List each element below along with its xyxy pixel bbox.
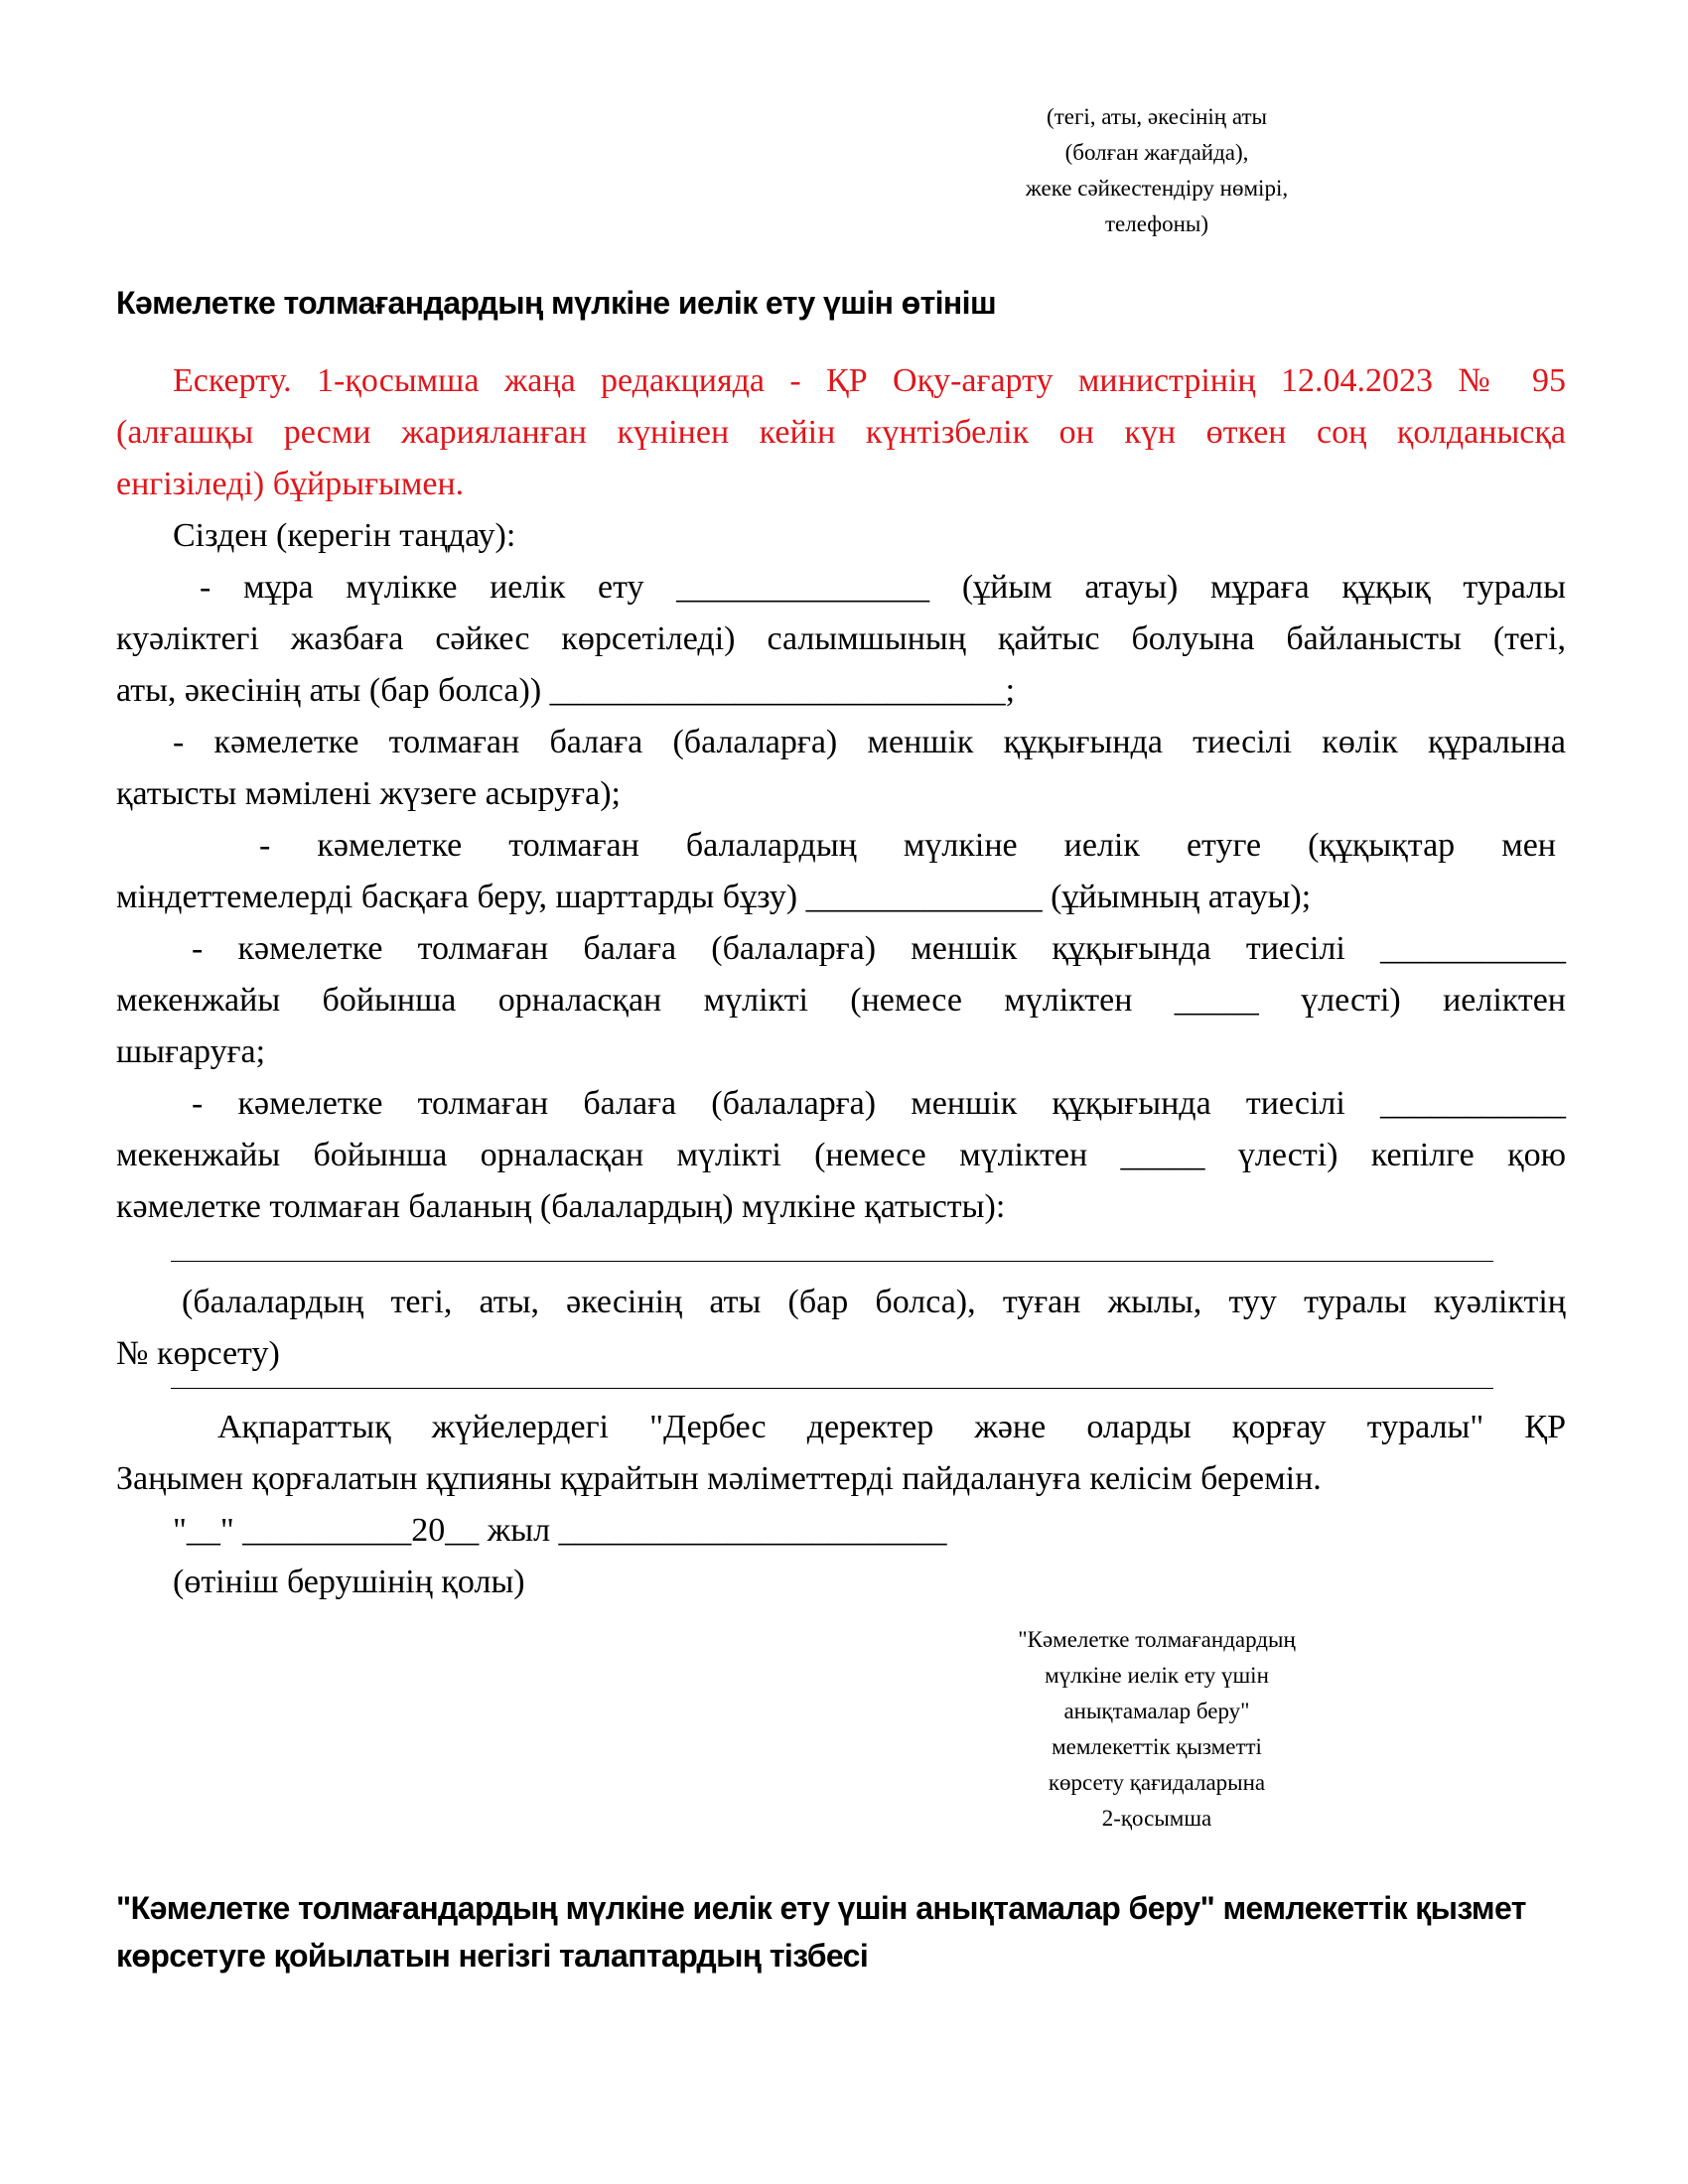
- applicant-info-line: (болған жағдайда),: [1064, 140, 1249, 165]
- item-line: аты, әкесінің аты (бар болса)) ___________________________;: [116, 672, 1016, 709]
- item-vehicle: [116, 717, 1566, 820]
- appendix-line: көрсету қағидаларына: [1048, 1770, 1266, 1795]
- consent-line: Ақпараттық жүйелердегі "Дербес деректер және оларды қорғау туралы" ҚР: [217, 1409, 1566, 1445]
- item-line: - кәмелетке толмаған балалардың мүлкіне иелік етуге (құқықтар мен: [259, 827, 1556, 864]
- item-line: шығаруға;: [116, 1033, 266, 1070]
- appendix-line: мүлкіне иелік ету үшін: [1045, 1663, 1269, 1688]
- signature-label: (өтініш берушінің қолы): [173, 1564, 525, 1600]
- list-title-line: көрсетуге қойылатын негізгі талаптардың тізбесі: [116, 1938, 869, 1974]
- item-line: кәмелетке толмаған баланың (балалардың) мүлкіне қатысты):: [116, 1188, 1006, 1225]
- item-line: - кәмелетке толмаған балаға (балаларға) меншік құқығында тиесілі ___________: [192, 1085, 1566, 1122]
- editorial-note: [116, 355, 1566, 510]
- note-line: Ескерту. 1-қосымша жаңа редакцияда - ҚР Оқу-ағарту министрінің 12.04.2023 № 95: [173, 362, 1566, 399]
- children-info-line: (балалардың тегі, аты, әкесінің аты (бар болса), туған жылы, туу туралы куәліктің: [182, 1284, 1566, 1320]
- applicant-info: [918, 99, 1395, 242]
- item-inheritance: [116, 562, 1566, 717]
- item-line: міндеттемелерді басқаға беру, шарттарды бұзу) ______________ (ұйымның атауы);: [116, 879, 1312, 915]
- consent-paragraph: [116, 1402, 1566, 1505]
- item-alienation: [116, 923, 1566, 1078]
- applicant-info-line: жеке сәйкестендіру нөмірі,: [1025, 176, 1289, 201]
- appendix-line: анықтамалар беру": [1063, 1699, 1250, 1723]
- item-line: қатысты мәмілені жүзеге асыруға);: [116, 775, 621, 812]
- fill-line: [171, 1388, 1493, 1389]
- appendix-line: 2-қосымша: [1101, 1806, 1212, 1831]
- item-line: куәліктегі жазбаға сәйкес көрсетіледі) салымшының қайтыс болуына байланысты (тегі,: [116, 620, 1566, 657]
- list-title-line: "Кәмелетке толмағандардың мүлкіне иелік ету үшін анықтамалар беру" мемлекеттік қызмет: [116, 1890, 1526, 1926]
- item-line: - мұра мүлікке иелік ету _______________ (ұйым атауы) мұраға құқық туралы: [200, 569, 1566, 606]
- requirements-list-title: [116, 1884, 1566, 1979]
- item-line: - кәмелетке толмаған балаға (балаларға) меншік құқығында тиесілі ___________: [192, 930, 1566, 967]
- appendix-reference: [909, 1622, 1405, 1837]
- item-pledge: [116, 1078, 1566, 1233]
- note-line: енгізіледі) бұйрығымен.: [116, 466, 465, 502]
- date-signature-line: "__" __________20__ жыл _______________________: [173, 1512, 947, 1549]
- applicant-info-line: телефоны): [1104, 211, 1209, 236]
- applicant-info-line: (тегі, аты, әкесінің аты: [1047, 104, 1267, 129]
- children-info: [116, 1277, 1566, 1380]
- request-intro: Сізден (керегін таңдау):: [173, 517, 516, 554]
- children-info-line: № көрсету): [116, 1335, 280, 1372]
- fill-line: [171, 1261, 1493, 1262]
- consent-line: Заңымен қорғалатын құпияны құрайтын мәліметтерді пайдалануға келісім беремін.: [116, 1460, 1322, 1497]
- appendix-line: мемлекеттік қызметті: [1052, 1734, 1262, 1759]
- item-line: мекенжайы бойынша орналасқан мүлікті (немесе мүліктен _____ үлесті) кепілге қою: [116, 1137, 1566, 1173]
- application-title: Кәмелетке толмағандардың мүлкіне иелік ету үшін өтініш: [116, 285, 997, 321]
- item-line: мекенжайы бойынша орналасқан мүлікті (немесе мүліктен _____ үлесті) иеліктен: [116, 982, 1566, 1019]
- item-property-rights: [116, 820, 1566, 923]
- appendix-line: "Кәмелетке толмағандардың: [1018, 1627, 1296, 1652]
- item-line: - кәмелетке толмаған балаға (балаларға) меншік құқығында тиесілі көлік құралына: [173, 724, 1566, 760]
- note-line: (алғашқы ресми жарияланған күнінен кейін күнтізбелік он күн өткен соң қолданысқа: [116, 414, 1566, 451]
